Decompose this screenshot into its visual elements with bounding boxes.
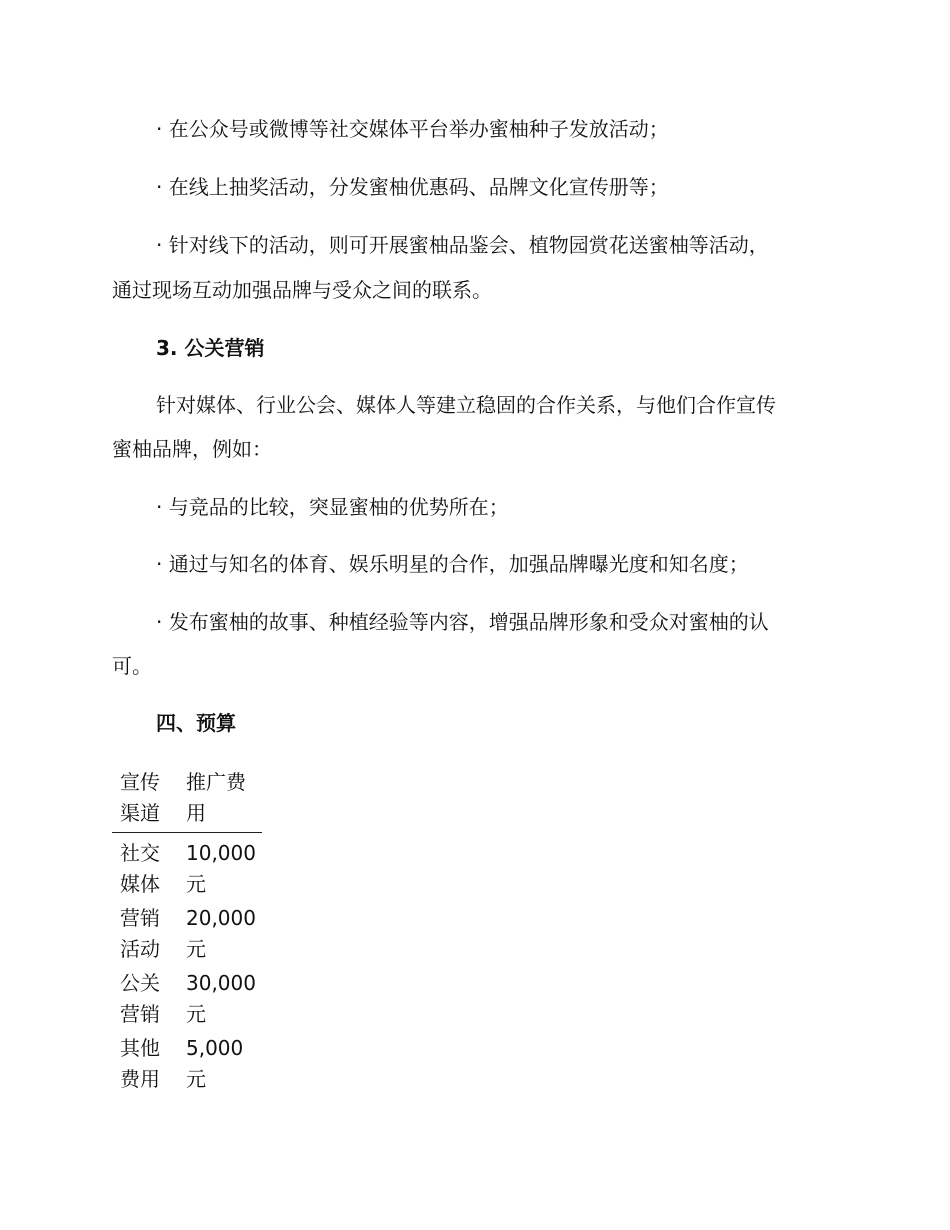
budget-table-header-row	[112, 767, 262, 833]
budget-channel-cell: 社交媒体	[120, 841, 160, 896]
table-row	[112, 833, 262, 901]
table-row	[112, 1030, 262, 1095]
section-heading-pr-marketing: 3. 公关营销	[156, 336, 265, 360]
budget-table-header-channel: 宣传渠道	[120, 770, 160, 825]
paragraph-media-relations-line1: 针对媒体、行业公会、媒体人等建立稳固的合作关系，与他们合作宣传	[156, 393, 776, 417]
bullet-paragraph-brand-story-line2: 可。	[112, 654, 152, 678]
budget-channel-cell: 营销活动	[120, 906, 160, 961]
budget-table-header-cost: 推广费用	[186, 770, 246, 825]
budget-cost-cell: 30,000元	[186, 971, 256, 1026]
budget-channel-cell: 其他费用	[120, 1036, 160, 1091]
budget-cost-cell: 5,000元	[186, 1036, 244, 1091]
paragraph-media-relations-line2: 蜜柚品牌，例如：	[112, 437, 272, 461]
budget-cost-cell: 20,000元	[186, 906, 256, 961]
table-row	[112, 900, 262, 965]
table-row	[112, 965, 262, 1030]
bullet-paragraph-offline-events-line2: 通过现场互动加强品牌与受众之间的联系。	[112, 278, 492, 302]
bullet-paragraph-celebrity-cooperation: · 通过与知名的体育、娱乐明星的合作，加强品牌曝光度和知名度；	[156, 552, 749, 576]
budget-table	[112, 767, 262, 1095]
bullet-paragraph-offline-events-line1: · 针对线下的活动，则可开展蜜柚品鉴会、植物园赏花送蜜柚等活动，	[156, 233, 769, 257]
bullet-paragraph-competitor-comparison: · 与竞品的比较，突显蜜柚的优势所在；	[156, 495, 509, 519]
bullet-paragraph-seed-giveaway: · 在公众号或微博等社交媒体平台举办蜜柚种子发放活动；	[156, 117, 669, 141]
bullet-paragraph-brand-story-line1: · 发布蜜柚的故事、种植经验等内容，增强品牌形象和受众对蜜柚的认	[156, 610, 769, 634]
bullet-paragraph-online-lottery: · 在线上抽奖活动，分发蜜柚优惠码、品牌文化宣传册等；	[156, 175, 669, 199]
section-heading-budget: 四、预算	[156, 711, 236, 735]
budget-channel-cell: 公关营销	[120, 971, 160, 1026]
budget-cost-cell: 10,000元	[186, 841, 256, 896]
